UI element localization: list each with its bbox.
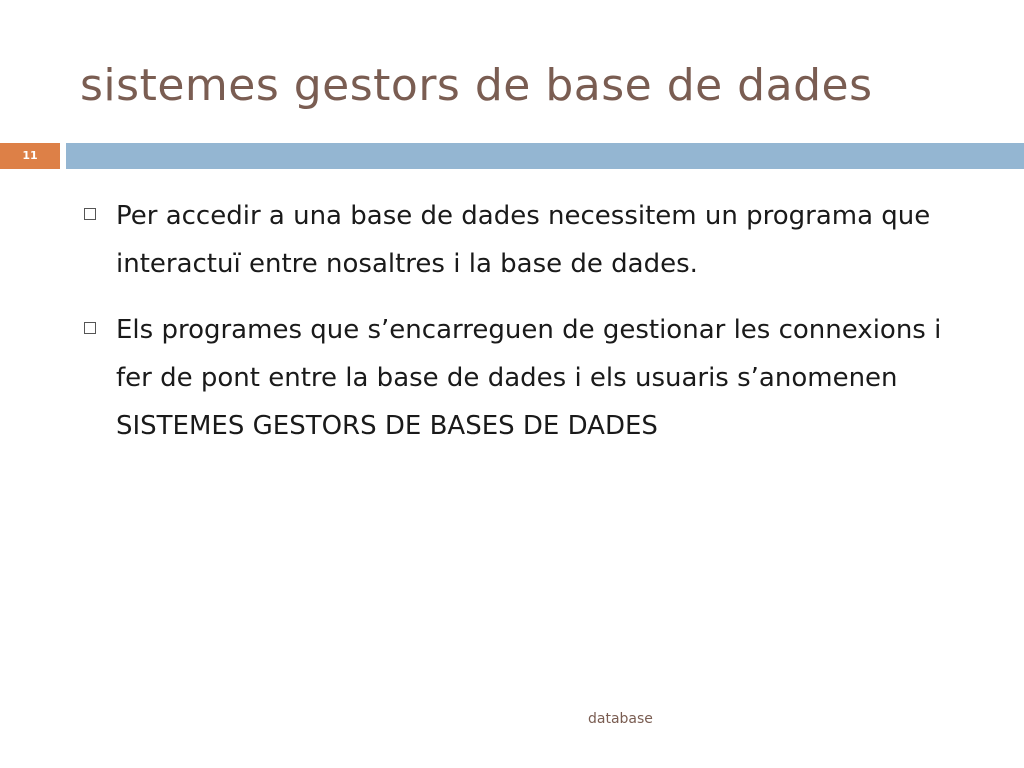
hollow-square-bullet-icon [84, 322, 96, 334]
title-rule [66, 143, 1024, 169]
bullet-list [80, 192, 960, 468]
bullet-item [80, 306, 960, 450]
slide-footer: database [588, 711, 653, 727]
slide-title: sistemes gestors de base de dades [80, 60, 873, 111]
bullet-text: Per accedir a una base de dades necessitem un programa que interactuï entre nosaltres i la base de dades. [116, 201, 931, 279]
bullet-item [80, 192, 960, 288]
hollow-square-bullet-icon [84, 208, 96, 220]
slide-number: 11 [0, 143, 60, 169]
bullet-text: Els programes que s’encarreguen de gestionar les connexions i fer de pont entre la base de dades i els usuaris s’anomenen SISTEMES GESTORS DE BASES DE DADES [116, 315, 942, 441]
